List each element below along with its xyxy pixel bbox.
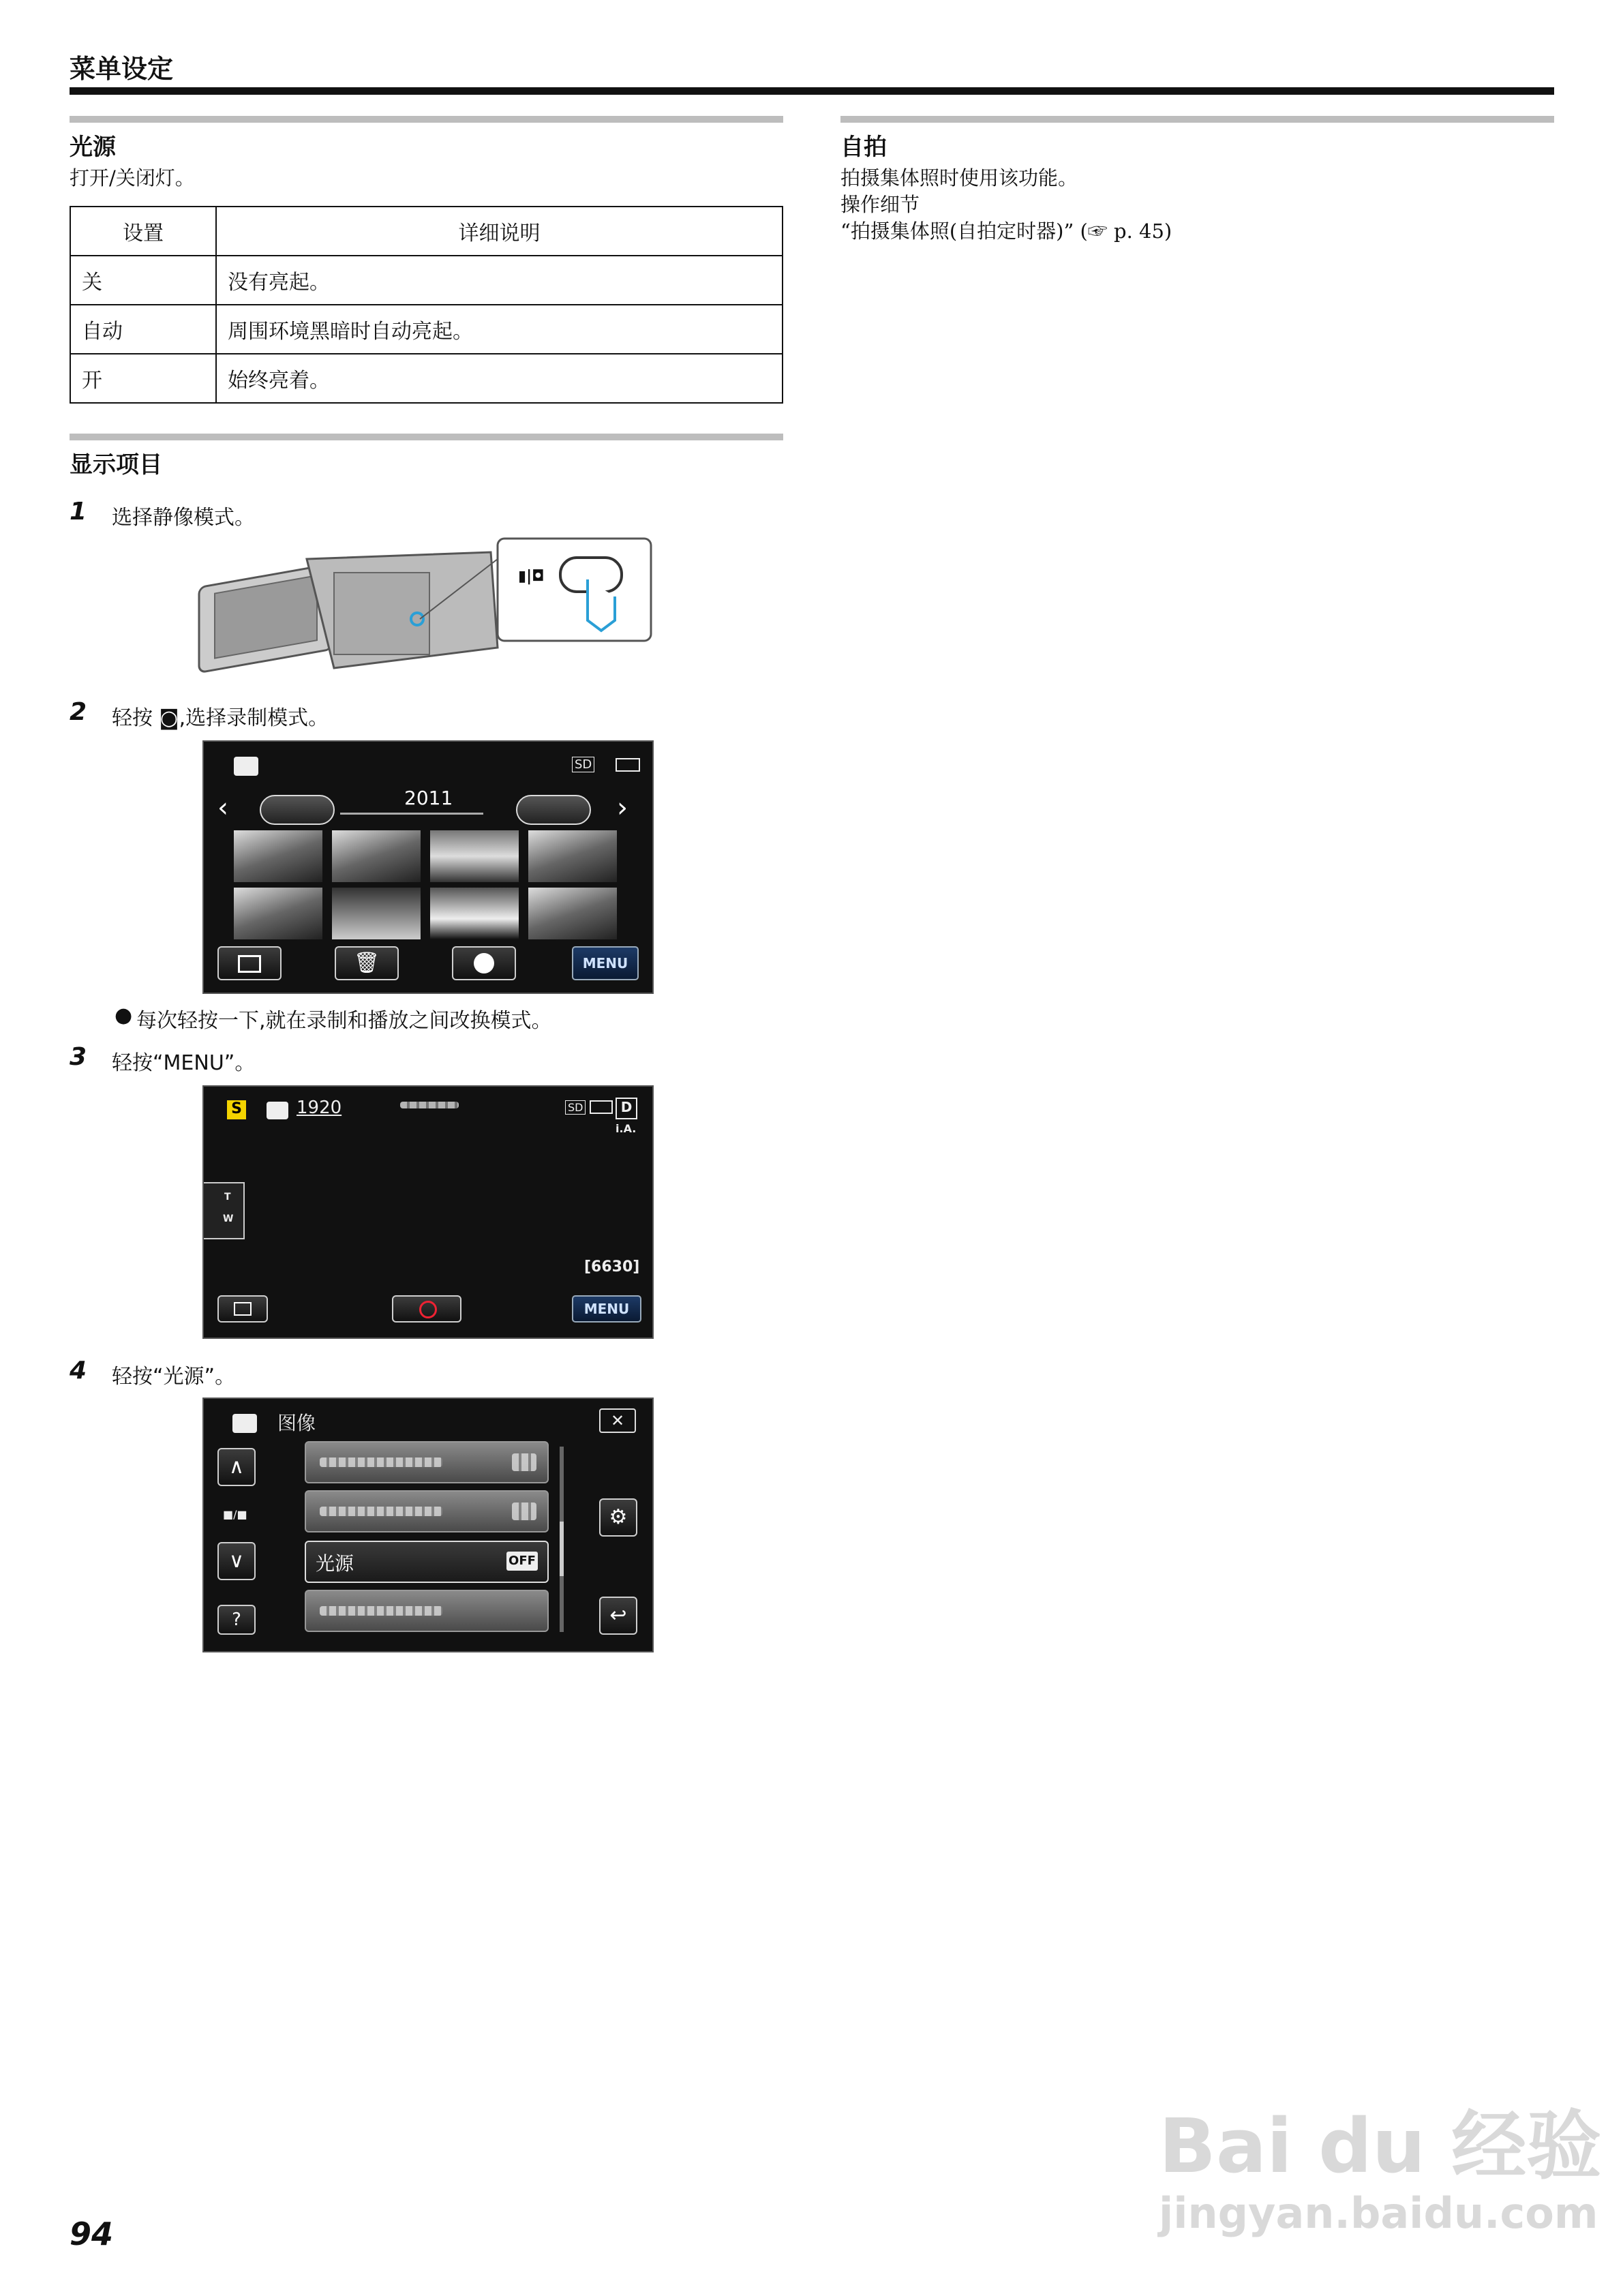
prev-arrow-icon[interactable]: ‹ xyxy=(217,792,228,824)
scrollbar[interactable] xyxy=(560,1447,564,1632)
table-cell: 始终亮着。 xyxy=(216,354,783,403)
step-text: 轻按“MENU”。 xyxy=(112,1051,256,1075)
thumbnail[interactable] xyxy=(528,888,617,939)
sd-icon: SD xyxy=(565,1100,586,1115)
light-item-label: 光源 xyxy=(316,1552,354,1575)
menu-title: 图像 xyxy=(277,1412,316,1434)
menu-item-light[interactable] xyxy=(305,1541,549,1583)
gear-icon[interactable]: ⚙ xyxy=(599,1498,637,1537)
playback-index-screen xyxy=(202,740,654,994)
page-indicator: ■/■ xyxy=(223,1508,247,1521)
bullet-dot: ● xyxy=(115,1003,133,1027)
menu-item[interactable] xyxy=(305,1590,549,1632)
camera-icon xyxy=(232,1414,257,1433)
sd-icon: SD xyxy=(572,757,594,772)
year-label: 2011 xyxy=(404,787,453,809)
mode-d-icon: D xyxy=(616,1098,637,1119)
smart-mode-icon[interactable]: S xyxy=(227,1100,246,1119)
section-title-self-timer: 自拍 xyxy=(840,134,887,161)
timeline-bar[interactable] xyxy=(340,813,483,815)
table-cell: 开 xyxy=(70,354,216,403)
section-description: 拍摄集体照时使用该功能。 xyxy=(840,166,1078,190)
date-pill-left[interactable] xyxy=(260,795,335,825)
help-button[interactable]: ? xyxy=(217,1605,256,1635)
light-item-value: OFF xyxy=(506,1552,538,1571)
bullet-text: 每次轻按一下,就在录制和播放之间改换模式。 xyxy=(136,1009,552,1033)
settings-table xyxy=(70,206,783,404)
page-number: 94 xyxy=(70,2216,114,2252)
thumbnail[interactable] xyxy=(234,830,322,882)
next-arrow-icon[interactable]: › xyxy=(617,792,628,824)
thumbnail[interactable] xyxy=(332,830,421,882)
trash-icon[interactable]: 🗑 xyxy=(335,946,399,980)
section-title-display: 显示项目 xyxy=(70,451,162,479)
menu-item[interactable] xyxy=(305,1441,549,1483)
scroll-up-icon[interactable]: ∧ xyxy=(217,1448,256,1486)
watermark-url: jingyan.baidu.com xyxy=(1159,2188,1598,2238)
close-icon[interactable]: ✕ xyxy=(599,1408,636,1433)
step-number: 4 xyxy=(70,1357,87,1385)
recording-screen xyxy=(202,1085,654,1339)
table-cell: 关 xyxy=(70,256,216,305)
resolution-label: 1920 xyxy=(297,1098,342,1118)
zoom-t-label: T xyxy=(224,1192,231,1203)
step-number: 1 xyxy=(70,498,87,526)
table-cell: 自动 xyxy=(70,305,216,354)
header-rule xyxy=(70,87,1554,95)
playback-button[interactable] xyxy=(217,1295,268,1323)
table-row xyxy=(70,305,783,354)
menu-button[interactable]: MENU xyxy=(572,1295,641,1323)
svg-text:▮|◘: ▮|◘ xyxy=(518,568,545,585)
step-text: 轻按 ◙,选择录制模式。 xyxy=(112,706,329,730)
table-header: 详细说明 xyxy=(216,207,783,256)
record-mode-button[interactable] xyxy=(217,946,282,980)
menu-item[interactable] xyxy=(305,1490,549,1532)
datetime-blurred xyxy=(400,1102,459,1108)
thumbnail[interactable] xyxy=(430,830,519,882)
table-header: 设置 xyxy=(70,207,216,256)
menu-button[interactable]: MENU xyxy=(572,946,639,980)
table-cell: 周围环境黑暗时自动亮起。 xyxy=(216,305,783,354)
section-title-light: 光源 xyxy=(70,134,116,161)
thumbnail[interactable] xyxy=(234,888,322,939)
battery-icon xyxy=(616,758,640,772)
camera-icon xyxy=(267,1102,288,1119)
settings-gear-button[interactable] xyxy=(452,946,516,980)
zoom-tw-control[interactable] xyxy=(204,1182,245,1239)
section-divider xyxy=(840,116,1554,123)
step-text: 选择静像模式。 xyxy=(112,506,255,530)
page-title: 菜单设定 xyxy=(70,54,174,84)
step-text: 轻按“光源”。 xyxy=(112,1365,236,1389)
table-cell: 没有亮起。 xyxy=(216,256,783,305)
table-row xyxy=(70,354,783,403)
back-icon[interactable]: ↩ xyxy=(599,1597,637,1635)
camera-icon xyxy=(234,757,258,776)
step-number: 3 xyxy=(70,1043,87,1071)
page-reference-link[interactable]: “拍摄集体照(自拍定时器)” (☞ p. 45) xyxy=(840,220,1172,243)
thumbnail[interactable] xyxy=(430,888,519,939)
section-divider xyxy=(70,116,783,123)
image-menu-screen xyxy=(202,1398,654,1652)
section-description: 打开/关闭灯。 xyxy=(70,166,195,190)
zoom-w-label: W xyxy=(223,1213,234,1224)
scroll-down-icon[interactable]: ∨ xyxy=(217,1542,256,1580)
battery-icon xyxy=(590,1100,613,1114)
table-row xyxy=(70,256,783,305)
ia-label: i.A. xyxy=(616,1122,637,1135)
section-divider xyxy=(70,434,783,440)
table-header-row xyxy=(70,207,783,256)
shutter-button[interactable] xyxy=(392,1295,461,1323)
operation-details-label: 操作细节 xyxy=(840,193,920,216)
thumbnail[interactable] xyxy=(332,888,421,939)
camcorder-illustration xyxy=(198,532,654,682)
remaining-shots: [6630] xyxy=(584,1258,640,1275)
date-pill-right[interactable] xyxy=(516,795,591,825)
watermark-logo: Bai du 经验 xyxy=(1159,2102,1602,2190)
step-number: 2 xyxy=(70,698,87,726)
thumbnail[interactable] xyxy=(528,830,617,882)
